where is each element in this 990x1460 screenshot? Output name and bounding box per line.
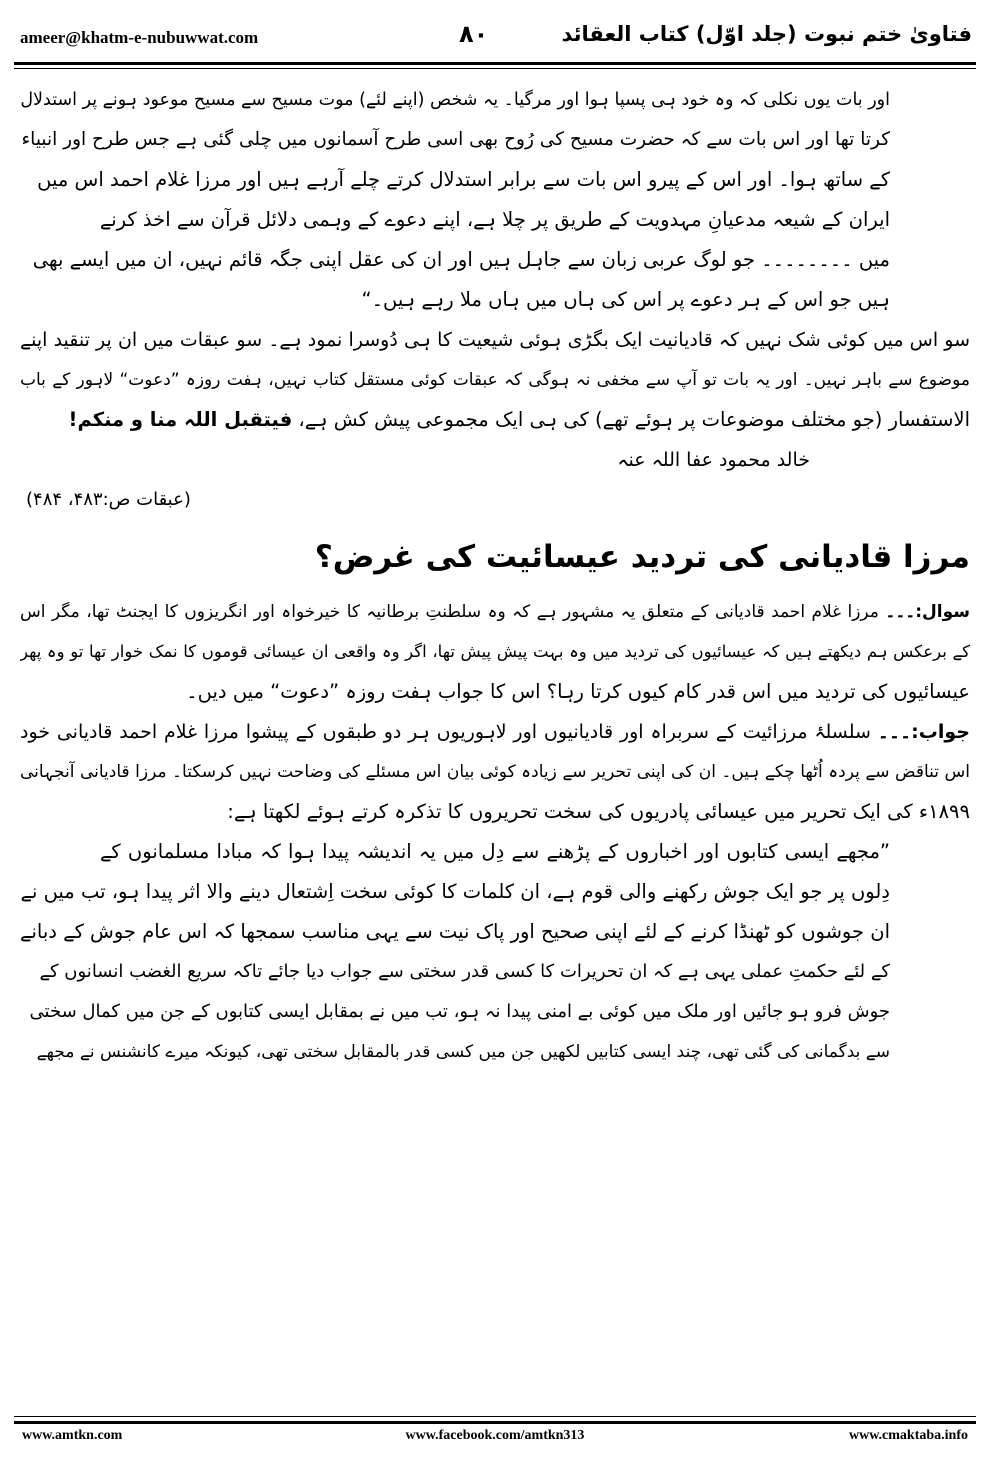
footer-link-cmaktaba[interactable]: www.cmaktaba.info [848,1428,968,1443]
answer-block [20,712,970,832]
body-line: موضوع سے باہر نہیں۔ اور یہ بات تو آپ سے مخفی نہ ہوگی کہ عبقات کوئی مستقل کتاب نہیں، ہفت روزہ ”دعوت“ لاہور کے باب [20,370,970,390]
answer-line: اس تناقض سے پردہ اُٹھا چکے ہیں۔ ان کی اپنی تحریر سے زیادہ کوئی بیان اس مسئلے کی وضاحت نہیں کرسکتا۔ مرزا قادیانی آنجہانی [20,762,970,782]
question-line: کے برعکس ہم دیکھتے ہیں کہ عیسائیوں کی تردید میں وہ بہت پیش پیش تھا، اگر وہ واقعی ان عیسائی قوموں کا نمک خوار تھا تو وہ پھر [20,642,970,661]
body-line: سو اس میں کوئی شک نہیں کہ قادیانیت ایک بگڑی ہوئی شیعیت کا ہی دُوسرا نمود ہے۔ سو عبقات میں ان پر تنقید اپنے [20,329,970,351]
quote-line: جوش فرو ہو جائیں اور ملک میں کوئی بے امنی پیدا نہ ہو، تب میں نے بمقابل ایسی کتابوں کے جن میں کمال سختی [29,1001,890,1022]
answer-line: ۱۸۹۹ء کی ایک تحریر میں عیسائی پادریوں کی سخت تحریروں کا تذکرہ کرتے ہوئے لکھتا ہے: [227,800,970,823]
signature: خالد محمود عفا اللہ عنہ [617,449,810,471]
header-rule-thick [14,62,976,65]
body-line [20,400,970,440]
citation: (عبقات ص:۴۸۳، ۴۸۴) [26,489,191,510]
question-text: مرزا غلام احمد قادیانی کے متعلق یہ مشہور ہے کہ وہ سلطنتِ برطانیہ کا خیرخواہ اور انگریزوں کا ایجنٹ تھا، مگر اس [20,602,879,622]
quote-line: سے بدگمانی کی گئی تھی، چند ایسی کتابیں لکھیں جن میں کسی قدر بالمقابل سختی تھی، کیونکہ میرے کانشنس نے مجھے [36,1042,890,1062]
blessing-text: فیتقبل اللہ منا و منکم! [68,408,293,431]
header-rule-thin [14,68,976,69]
quote-line: ”مجھے ایسی کتابوں اور اخباروں کے پڑھنے سے دِل میں یہ اندیشہ پیدا ہوا کہ مبادا مسلمانوں کے [100,840,890,863]
answer-text: سلسلۂ مرزائیت کے سربراہ اور قادیانیوں اور لاہوریوں ہر دو طبقوں کے پیشوا مرزا غلام احمد قادیانی خود [20,721,871,743]
question-block [20,592,970,712]
mirza-quote-block [20,832,970,1072]
quote-line: دِلوں پر جو ایک جوش رکھنے والی قوم ہے، ان کلمات کا کوئی سخت اِشتعال دینے والا اثر پیدا ہو، تب میں نے [20,880,890,903]
question-label: سوال:۔۔۔ [885,602,970,622]
quote-line: ان جوشوں کو ٹھنڈا کرنے کے لئے اپنی صحیح اور پاک نیت سے یہی مناسب سمجھا کہ اس عام جوش کے دبانے [20,920,890,943]
footer-link-amtkn[interactable]: www.amtkn.com [22,1428,123,1443]
page-number: ۸۰ [459,20,489,48]
quote-line: کے ساتھ ہوا۔ اور اس کے پیرو اس بات سے برابر استدلال کرتے چلے آرہے ہیں اور مرزا غلام احمد اس میں [37,168,890,191]
quote-line: ہیں جو اس کے ہر دعوے پر اس کی ہاں میں ہاں ملا رہے ہیں۔“ [361,288,890,311]
body-line-text: الاستفسار (جو مختلف موضوعات پر ہوئے تھے) کی ہی ایک مجموعی پیش کش ہے، [298,408,970,431]
question-line: عیسائیوں کی تردید میں اس قدر کام کیوں کرتا رہا؟ اس کا جواب ہفت روزہ ”دعوت“ میں دیں۔ [186,680,970,703]
page-content [20,80,970,1410]
answer-line [20,712,970,752]
header-email[interactable]: ameer@khatm-e-nubuwwat.com [20,28,259,47]
quote-line: میں ۔۔۔۔۔۔۔۔ جو لوگ عربی زبان سے جاہل ہیں اور ان کی عقل اپنی جگہ قائم نہیں، ان میں ایسے بھی [32,248,890,271]
section-heading: مرزا قادیانی کی تردید عیسائیت کی غرض؟ [314,539,970,575]
body-paragraph [20,320,970,440]
footer-rule-thick [14,1421,976,1424]
page-footer [14,1428,976,1452]
footer-link-facebook[interactable]: www.facebook.com/amtkn313 [405,1428,585,1443]
quote-line: کرتا تھا اور اس بات سے کہ حضرت مسیح کی رُوح بھی اسی طرح آسمانوں میں چلی گئی ہے جس طرح اور انبیاء [21,129,890,150]
quote-line: اور بات یوں نکلی کہ وہ خود ہی پسپا ہوا اور مرگیا۔ یہ شخص (اپنے لئے) موت مسیح سے مسیح موعود ہونے پر استدلال [20,90,890,110]
quote-line: کے لئے حکمتِ عملی یہی ہے کہ ان تحریرات کا کسی قدر سختی سے جواب دیا جائے تاکہ سریع الغضب انسانوں کے [39,961,890,982]
top-quote-block [20,80,970,320]
quote-line: ایران کے شیعہ مدعیانِ مہدویت کے طریق پر چلا ہے، اپنے دعوے کے وہمی دلائل قرآن سے اخذ کرنے [99,208,890,231]
question-line [20,592,970,632]
footer-rule-thin [14,1416,976,1417]
answer-label: جواب:۔۔۔ [877,721,970,743]
book-title: فتاویٰ ختم نبوت (جلد اوّل) کتاب العقائد [561,22,972,46]
